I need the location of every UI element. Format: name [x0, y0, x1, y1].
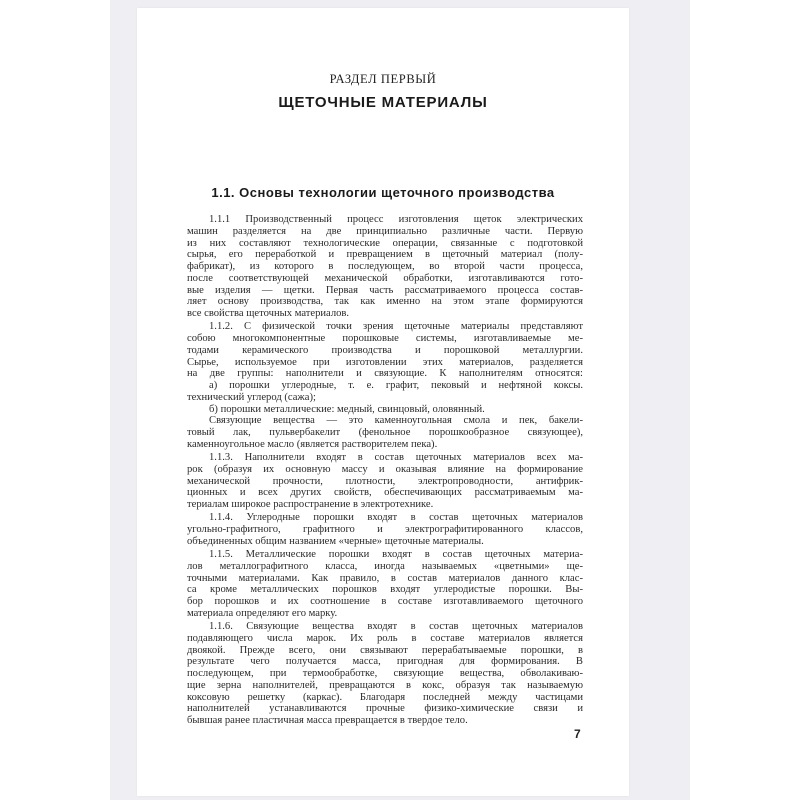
text-line: 1.1.2. С физической точки зрения щеточные материалы представляют	[209, 321, 583, 333]
paragraph-1-1-6	[187, 621, 583, 727]
text-line: подавляющего числа марок. Их роль в составе материалов является	[187, 632, 583, 644]
paragraph-1-1-4	[187, 512, 583, 547]
document-page	[137, 8, 629, 796]
text-line: машин разделяется на две принципиально различные части. Первую	[187, 225, 583, 237]
text-line: после соответствующей механической обработки, изготавливаются гото-	[187, 272, 583, 284]
text-line: 1.1.3. Наполнители входят в состав щеточных материалов всех ма-	[209, 452, 583, 463]
list-item-b	[187, 404, 583, 416]
text-line: товый лак, пульвербакелит (фенольное порошкообразное связующее),	[187, 427, 583, 438]
text-line: точными материалами. Как правило, в состав материалов данного клас-	[187, 572, 583, 584]
paragraph-1-1-5	[187, 549, 583, 620]
text-line: тодами керамического производства и порошковой металлургии.	[187, 344, 583, 356]
text-line: ционных и всех других свойств, обеспечивающих рассматриваемым ма-	[187, 487, 583, 499]
text-line: 1.1.1 Производственный процесс изготовления щеток электрических	[209, 214, 583, 225]
text-line: Сырье, используемое при изготовлении этих материалов, разделяется	[187, 356, 583, 368]
text-line: рок (образуя их основную массу и оказывая влияние на формирование	[187, 463, 583, 475]
text-line: б) порошки металлические: медный, свинцовый, оловянный.	[209, 403, 485, 415]
text-line: двоякой. Прежде всего, они связывают перерабатываемые порошки, в	[187, 644, 583, 656]
text-line: коксовую решетку (каркас). Благодаря последней между частицами	[187, 691, 583, 703]
text-line: фабрикат), из которого в последующем, во второй части процесса,	[187, 261, 583, 272]
chapter-heading: 1.1. Основы технологии щеточного производства	[211, 185, 555, 200]
paragraph-1-1-1	[187, 214, 583, 320]
text-line: каменноугольное масло (является растворителем пека).	[187, 438, 438, 450]
text-line: 1.1.4. Углеродные порошки входят в состав щеточных материалов	[209, 512, 583, 524]
text-line: са кроме металлических порошков входят углеродистые порошки. Вы-	[187, 584, 583, 596]
text-line: результате чего получается масса, пригодная для формирования. В	[187, 656, 583, 668]
text-line: из них составляют технологические операции, связанные с подготовкой	[187, 237, 583, 249]
text-line: лов металлографитного класса, иногда называемых «цветными» ще-	[187, 560, 583, 572]
text-line: а) порошки углеродные, т. е. графит, пековый и нефтяной коксы.	[209, 380, 583, 391]
text-line: последующем, при термообработке, связующие вещества, обволакиваю-	[187, 668, 583, 679]
text-line: угольно-графитного, графитного и электрографитированного классов,	[187, 524, 583, 535]
text-line: щие зерна наполнителей, превращаются в кокс, образуя так называемую	[187, 679, 583, 691]
text-line: все свойства щеточных материалов.	[187, 308, 350, 319]
section-title: ЩЕТОЧНЫЕ МАТЕРИАЛЫ	[278, 94, 488, 111]
text-line: наполнителей устанавливаются прочные физико-химические связи и	[187, 703, 583, 715]
text-line: териалам широкое распространение в электротехнике.	[187, 499, 434, 510]
text-line: 1.1.6. Связующие вещества входят в состав щеточных материалов	[209, 621, 583, 632]
text-line: сырья, его переработкой и превращением в щеточный материал (полу-	[187, 249, 583, 261]
text-line: бывшая ранее пластичная масса превращается в твердое тело.	[187, 715, 468, 726]
text-line: ляет основу производства, так как именно на этом этапе формируются	[187, 296, 583, 308]
paragraph-1-1-2	[187, 321, 583, 380]
paragraph-binders	[187, 415, 583, 450]
text-line: бор порошков и их соотношение в составе изготавливаемого щеточного	[187, 596, 583, 607]
text-line: на две группы: наполнители и связующие. К наполнителям относятся:	[187, 368, 583, 380]
list-item-a	[187, 380, 583, 404]
text-line: Связующие вещества — это каменноугольная смола и пек, бакели-	[209, 415, 583, 427]
text-line: собою многокомпонентные порошковые системы, изготавливаемые ме-	[187, 333, 583, 344]
text-line: материала определяют его марку.	[187, 607, 338, 619]
text-line: технический углерод (сажа);	[187, 391, 316, 403]
paragraph-1-1-3	[187, 452, 583, 511]
text-line: объединенных общим названием «черные» щеточные материалы.	[187, 535, 484, 547]
body-text	[187, 214, 583, 728]
text-line: механической прочности, плотности, электропроводности, антифрик-	[187, 475, 583, 487]
page-number: 7	[574, 727, 581, 741]
text-line: вые изделия — щетки. Первая часть рассматриваемого процесса состав-	[187, 284, 583, 296]
section-label: РАЗДЕЛ ПЕРВЫЙ	[329, 72, 437, 86]
text-line: 1.1.5. Металлические порошки входят в состав щеточных материа-	[209, 549, 583, 560]
